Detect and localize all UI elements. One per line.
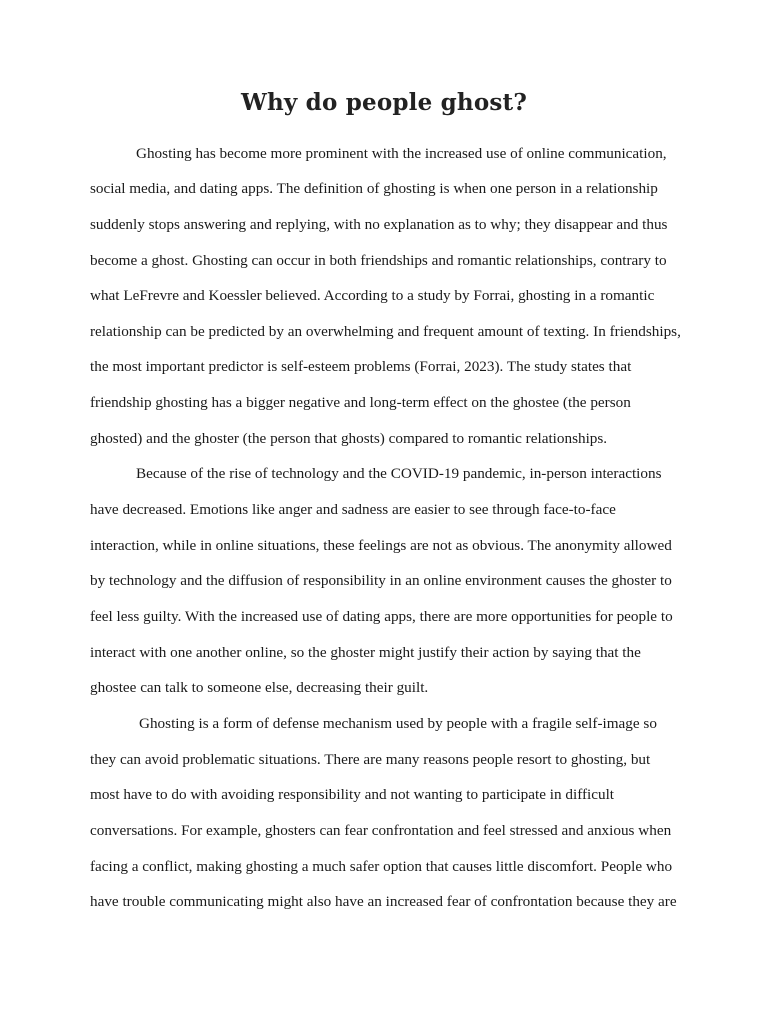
paragraph-1-line-6: relationship can be predicted by an overwhelming and frequent amount of texting. In friendships, bbox=[90, 323, 681, 340]
paragraph-2-line-7: ghostee can talk to someone else, decreasing their guilt. bbox=[90, 679, 429, 696]
paragraph-2-line-4: by technology and the diffusion of responsibility in an online environment causes the ghoster to bbox=[90, 572, 672, 589]
paragraph-1-line-5: what LeFrevre and Koessler believed. According to a study by Forrai, ghosting in a romantic bbox=[90, 287, 655, 304]
paragraph-3-line-3: most have to do with avoiding responsibility and not wanting to participate in difficult bbox=[90, 786, 615, 803]
paragraph-1-line-3: suddenly stops answering and replying, with no explanation as to why; they disappear and thus bbox=[90, 216, 668, 233]
paragraph-3-line-6: have trouble communicating might also have an increased fear of confrontation because they are bbox=[90, 893, 677, 910]
paragraph-3-line-1: Ghosting is a form of defense mechanism used by people with a fragile self-image so bbox=[139, 715, 657, 732]
paragraph-2-line-2: have decreased. Emotions like anger and sadness are easier to see through face-to-face bbox=[90, 501, 616, 518]
paragraph-2-line-5: feel less guilty. With the increased use of dating apps, there are more opportunities for people to bbox=[90, 608, 673, 625]
paragraph-2-line-3: interaction, while in online situations, these feelings are not as obvious. The anonymity allowed bbox=[90, 537, 672, 554]
paragraph-3-line-2: they can avoid problematic situations. There are many reasons people resort to ghosting, but bbox=[90, 751, 651, 768]
paragraph-1-line-7: the most important predictor is self-esteem problems (Forrai, 2023). The study states that bbox=[90, 358, 632, 375]
paragraph-1-line-4: become a ghost. Ghosting can occur in both friendships and romantic relationships, contrary to bbox=[90, 252, 667, 269]
paragraph-2-line-6: interact with one another online, so the ghoster might justify their action by saying that the bbox=[90, 644, 641, 661]
paragraph-2-line-1: Because of the rise of technology and the COVID-19 pandemic, in-person interactions bbox=[136, 465, 662, 482]
paragraph-1-line-9: ghosted) and the ghoster (the person that ghosts) compared to romantic relationships. bbox=[90, 430, 608, 447]
paragraph-3-line-4: conversations. For example, ghosters can fear confrontation and feel stressed and anxious when bbox=[90, 822, 672, 839]
paragraph-3-line-5: facing a conflict, making ghosting a much safer option that causes little discomfort. People who bbox=[90, 858, 673, 875]
paragraph-1-line-1: Ghosting has become more prominent with the increased use of online communication, bbox=[136, 145, 667, 162]
page-title: Why do people ghost? bbox=[240, 89, 528, 116]
paragraph-1-line-8: friendship ghosting has a bigger negative and long-term effect on the ghostee (the person bbox=[90, 394, 631, 411]
paragraph-1-line-2: social media, and dating apps. The definition of ghosting is when one person in a relationship bbox=[90, 180, 658, 197]
